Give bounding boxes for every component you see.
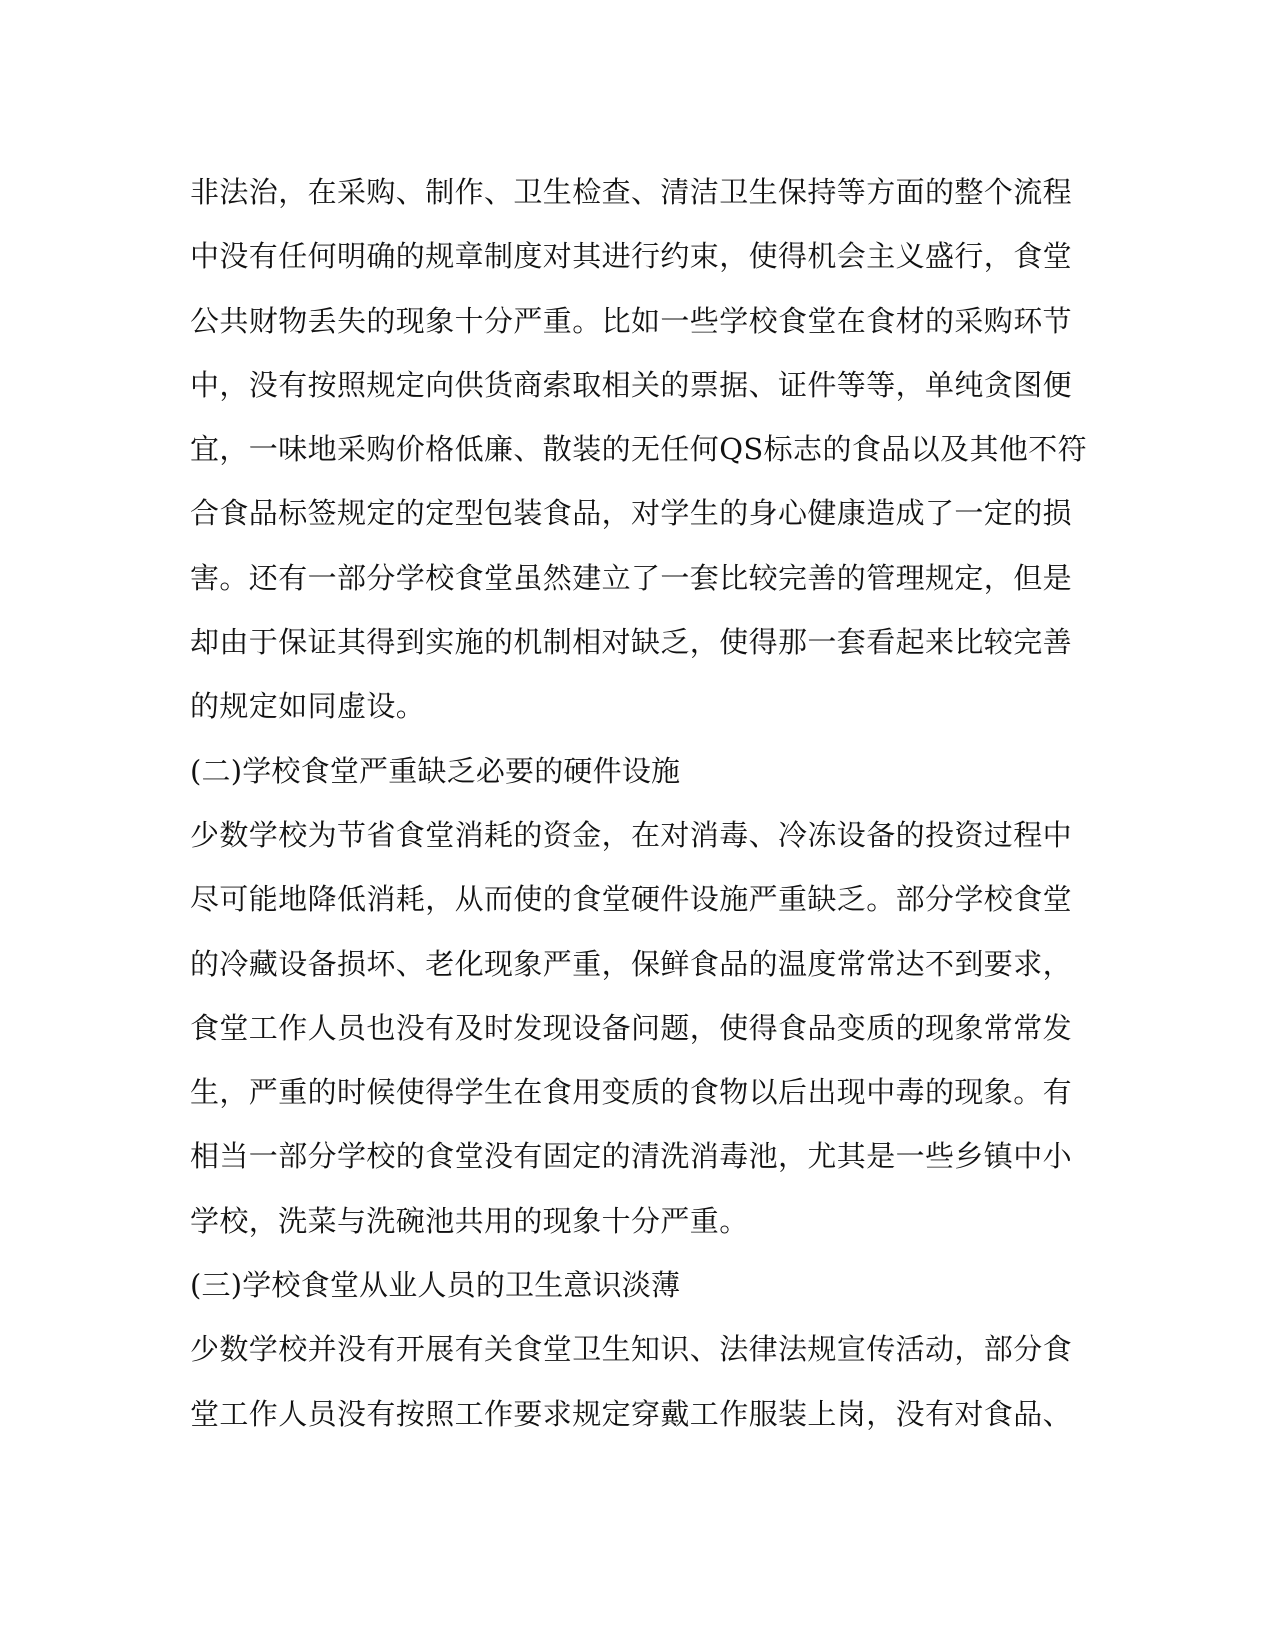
text-line: 的冷藏设备损坏、老化现象严重，保鲜食品的温度常常达不到要求，: [190, 946, 1073, 981]
text-line: 尽可能地降低消耗，从而使的食堂硬件设施严重缺乏。部分学校食堂: [190, 882, 1073, 917]
text-line: 少数学校并没有开展有关食堂卫生知识、法律法规宣传活动，部分食: [190, 1332, 1073, 1367]
text-line: 的规定如同虚设。: [190, 689, 426, 724]
text-line: 中，没有按照规定向供货商索取相关的票据、证件等等，单纯贪图便: [190, 367, 1073, 402]
text-line: 非法治，在采购、制作、卫生检查、清洁卫生保持等方面的整个流程: [190, 175, 1073, 209]
text-line: 相当一部分学校的食堂没有固定的清洗消毒池，尤其是一些乡镇中小: [190, 1139, 1073, 1174]
text-line: 食堂工作人员也没有及时发现设备问题，使得食品变质的现象常常发: [190, 1010, 1073, 1045]
text-line: 学校，洗菜与洗碗池共用的现象十分严重。: [190, 1203, 749, 1238]
text-line: 生，严重的时候使得学生在食用变质的食物以后出现中毒的现象。有: [190, 1075, 1073, 1110]
paragraph-hardware-facilities: [190, 803, 1073, 1253]
text-line: 堂工作人员没有按照工作要求规定穿戴工作服装上岗，没有对食品、: [190, 1396, 1073, 1431]
document-body: [190, 160, 1088, 1446]
text-line: 公共财物丢失的现象十分严重。比如一些学校食堂在食材的采购环节: [190, 303, 1073, 338]
paragraph-canteen-management: [190, 160, 1088, 739]
text-line: 却由于保证其得到实施的机制相对缺乏，使得那一套看起来比较完善: [190, 625, 1073, 660]
paragraph-hygiene-awareness: [190, 1317, 1073, 1446]
text-line: 少数学校为节省食堂消耗的资金，在对消毒、冷冻设备的投资过程中: [190, 817, 1073, 852]
text-line: 中没有任何明确的规章制度对其进行约束，使得机会主义盛行，食堂: [190, 239, 1073, 274]
section-heading-hygiene-awareness: (三)学校食堂从业人员的卫生意识淡薄: [190, 1268, 681, 1303]
text-line: 宜，一味地采购价格低廉、散装的无任何QS标志的食品以及其他不符: [190, 432, 1088, 467]
section-heading-hardware: (二)学校食堂严重缺乏必要的硬件设施: [190, 753, 681, 788]
text-line: 害。还有一部分学校食堂虽然建立了一套比较完善的管理规定，但是: [190, 560, 1073, 595]
text-line: 合食品标签规定的定型包装食品，对学生的身心健康造成了一定的损: [190, 496, 1073, 531]
